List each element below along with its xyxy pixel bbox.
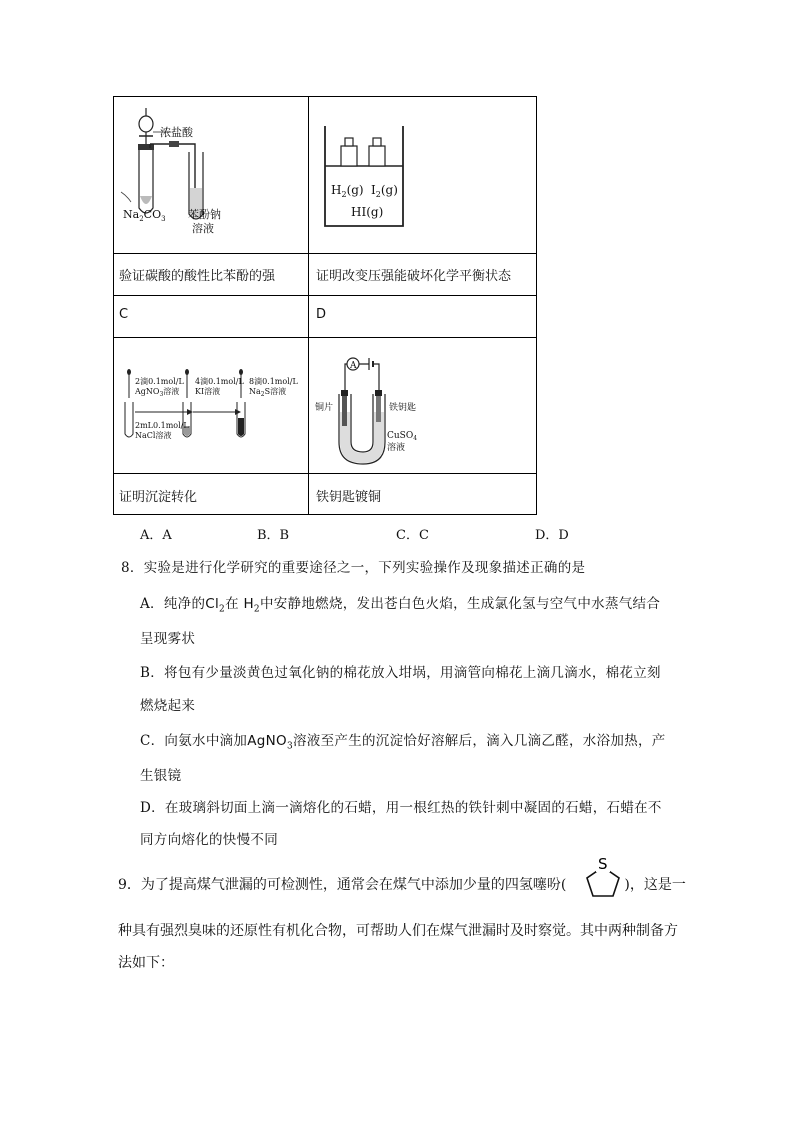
figure-c-precipitate-conversion [113, 338, 308, 473]
label-sodium-phenoxide: 苯酚钠 [188, 208, 221, 221]
figure-b-equilibrium-container [309, 96, 537, 253]
table-row-divider [113, 473, 537, 474]
q8-option-d-line1[interactable]: D．在玻璃斜切面上滴一滴熔化的石蜡，用一根红热的铁针刺中凝固的石蜡，石蜡在不 [140, 800, 662, 816]
choice-d[interactable]: D．D [535, 528, 569, 543]
q8-option-a-line2: 呈现雾状 [140, 631, 196, 647]
q8-option-c-line1[interactable]: C．向氨水中滴加AgNO$_3$溶液至产生的沉淀恰好溶解后，滴入几滴乙醛，水浴加热，产 [140, 733, 666, 752]
q8-option-b-line1[interactable]: B．将包有少量淡黄色过氧化钠的棉花放入坩埚，用滴管向棉花上滴几滴水，棉花立刻 [140, 665, 661, 681]
label-cuso4-solution: 溶液 [387, 443, 406, 453]
choice-a[interactable]: A．A [140, 528, 172, 543]
label-na2s-solution: $Na_2S$溶液 [249, 387, 287, 398]
label-h2-gas: $H_2(g)$ [331, 183, 364, 199]
label-nacl-volume: 2mL0.1mol/L [135, 421, 189, 430]
figure-d-copper-plating-cell [309, 338, 537, 473]
label-agno3-drops: 2滴0.1mol/L [135, 377, 184, 386]
experiment-table [113, 96, 537, 515]
table-row-divider [113, 253, 537, 254]
q8-option-a-line1[interactable]: A．纯净的$Cl_2$在 $H_2$中安静地燃烧，发出苍白色火焰，生成氯化氢与空气中水蒸气结合 [140, 596, 661, 615]
label-copper-sheet: 铜片 [315, 403, 334, 413]
caption-b: 证明改变压强能破坏化学平衡状态 [316, 269, 512, 284]
ammeter-label: A [350, 361, 357, 371]
label-nacl-solution: NaCl溶液 [135, 431, 172, 440]
label-cuso4: CuSO$_4$ [387, 431, 418, 442]
label-solution: 溶液 [192, 222, 214, 235]
caption-d: 铁钥匙镀铜 [316, 490, 382, 505]
tetrahydrothiophene-structure [574, 850, 632, 906]
q9-line1: 9．为了提高煤气泄漏的可检测性，通常会在煤气中添加少量的四氢噻吩( )，这是一 [118, 877, 686, 893]
label-agno3-solution: AgNO$_3$溶液 [135, 387, 180, 398]
label-option-c: C [119, 307, 129, 322]
label-hi-gas: HI(g) [351, 205, 384, 219]
label-iron-key: 铁钥匙 [389, 403, 417, 413]
q8-option-d-line2: 同方向熔化的快慢不同 [140, 832, 278, 848]
label-ki-solution: KI溶液 [195, 387, 221, 396]
caption-c: 证明沉淀转化 [119, 490, 198, 505]
label-na2co3: $Na_2CO_3$ [123, 208, 166, 223]
figure-a-co2-phenol-apparatus [113, 96, 308, 253]
choice-b[interactable]: B．B [257, 528, 290, 543]
label-i2-gas: $I_2(g)$ [371, 183, 398, 199]
q8-option-b-line2: 燃烧起来 [140, 698, 196, 714]
q7-choices [140, 524, 600, 542]
ring-sulfur-label: S [598, 855, 608, 873]
caption-a: 验证碳酸的酸性比苯酚的强 [119, 269, 276, 284]
q9-line2: 种具有强烈臭味的还原性有机化合物，可帮助人们在煤气泄漏时及时察觉。其中两种制备方 [118, 923, 678, 939]
label-option-d: D [316, 307, 327, 322]
table-row-divider [113, 295, 537, 296]
label-ki-drops: 4滴0.1mol/L [195, 377, 244, 386]
label-na2s-drops: 8滴0.1mol/L [249, 377, 298, 386]
choice-c[interactable]: C．C [396, 528, 429, 543]
label-conc-hcl: 浓盐酸 [160, 126, 193, 139]
q9-line3: 法如下： [118, 955, 174, 971]
q8-option-c-line2: 生银镜 [140, 768, 182, 784]
q8-stem: 8．实验是进行化学研究的重要途径之一，下列实验操作及现象描述正确的是 [121, 560, 586, 576]
